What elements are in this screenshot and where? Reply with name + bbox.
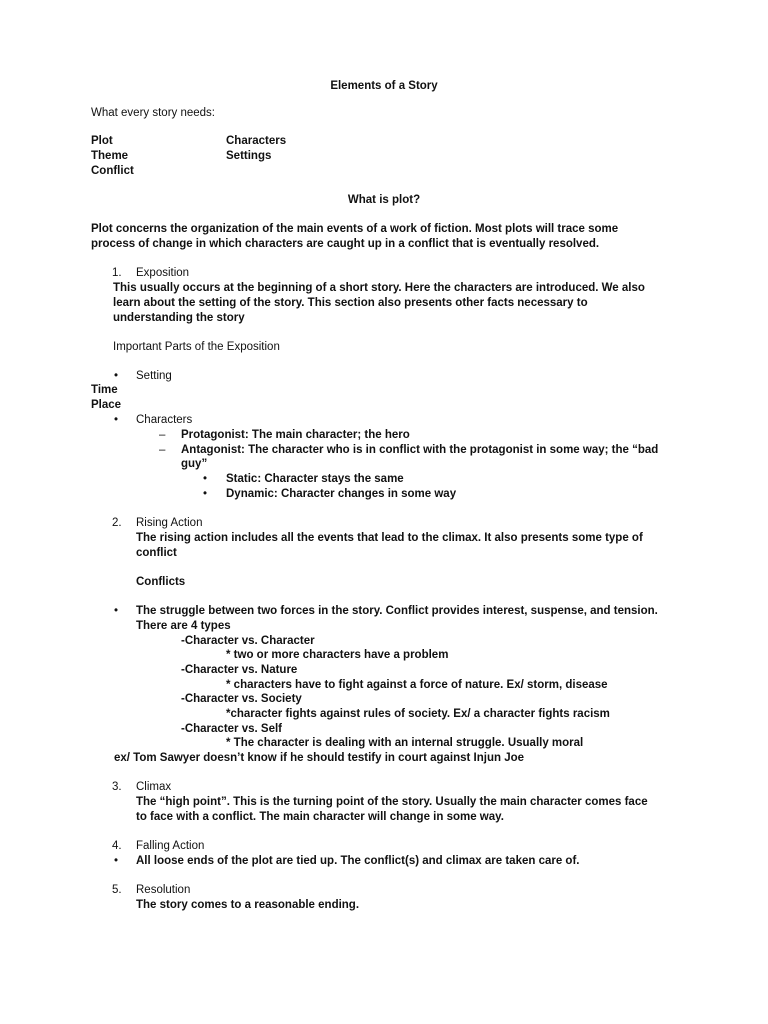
dash-icon: – xyxy=(159,429,166,441)
falling-heading: Falling Action xyxy=(136,840,205,852)
bullet-icon: • xyxy=(203,488,208,500)
dynamic-item: Dynamic: Character changes in some way xyxy=(226,488,457,500)
setting-time: Time xyxy=(91,384,118,396)
need-characters: Characters xyxy=(226,135,287,147)
rising-heading: Rising Action xyxy=(136,517,203,529)
conflict-type: -Character vs. Nature xyxy=(181,664,298,676)
plot-paragraph-line: process of change in which characters are caught up in a conflict that is eventually resolved. xyxy=(91,238,600,250)
struggle-line: The struggle between two forces in the story. Conflict provides interest, suspense, and tension. xyxy=(136,605,658,617)
resolution-body: The story comes to a reasonable ending. xyxy=(136,899,360,911)
intro-text: What every story needs: xyxy=(91,107,215,119)
falling-body: All loose ends of the plot are tied up. The conflict(s) and climax are taken care of. xyxy=(136,855,580,867)
resolution-number: 5. xyxy=(112,884,122,896)
bullet-icon: • xyxy=(114,855,119,867)
rising-number: 2. xyxy=(112,517,122,529)
rising-body-line: The rising action includes all the events that lead to the climax. It also presents some type of xyxy=(136,532,643,544)
setting-item: Setting xyxy=(136,370,172,382)
bullet-icon: • xyxy=(114,414,119,426)
conflict-example: ex/ Tom Sawyer doesn’t know if he should testify in court against Injun Joe xyxy=(114,752,525,764)
exposition-parts-heading: Important Parts of the Exposition xyxy=(113,341,280,353)
climax-body-line: to face with a conflict. The main character will change in some way. xyxy=(136,811,504,823)
plot-heading: What is plot? xyxy=(347,194,421,206)
exposition-heading: Exposition xyxy=(136,267,190,279)
conflict-type: -Character vs. Character xyxy=(181,635,315,647)
document-title: Elements of a Story xyxy=(330,80,438,92)
climax-body-line: The “high point”. This is the turning point of the story. Usually the main character comes face xyxy=(136,796,648,808)
conflict-type: -Character vs. Society xyxy=(181,693,302,705)
protagonist-item: Protagonist: The main character; the hero xyxy=(181,429,410,441)
antagonist-item: Antagonist: The character who is in conflict with the protagonist in some way; the “bad xyxy=(181,444,659,456)
exposition-number: 1. xyxy=(112,267,122,279)
conflict-type: -Character vs. Self xyxy=(181,723,282,735)
climax-number: 3. xyxy=(112,781,122,793)
need-plot: Plot xyxy=(91,135,113,147)
exposition-body-line: learn about the setting of the story. This section also presents other facts necessary to xyxy=(113,297,588,309)
need-conflict: Conflict xyxy=(91,165,134,177)
plot-paragraph-line: Plot concerns the organization of the main events of a work of fiction. Most plots will trace some xyxy=(91,223,619,235)
struggle-line: There are 4 types xyxy=(136,620,231,632)
dash-icon: – xyxy=(159,444,166,456)
bullet-icon: • xyxy=(114,370,119,382)
conflict-type-detail: *character fights against rules of society. Ex/ a character fights racism xyxy=(226,708,610,720)
climax-heading: Climax xyxy=(136,781,172,793)
bullet-icon: • xyxy=(203,473,208,485)
exposition-body-line: This usually occurs at the beginning of a short story. Here the characters are introduced. We also xyxy=(113,282,645,294)
need-settings: Settings xyxy=(226,150,272,162)
falling-number: 4. xyxy=(112,840,122,852)
resolution-heading: Resolution xyxy=(136,884,191,896)
conflict-type-detail: * two or more characters have a problem xyxy=(226,649,449,661)
exposition-body-line: understanding the story xyxy=(113,312,245,324)
characters-item: Characters xyxy=(136,414,193,426)
need-theme: Theme xyxy=(91,150,129,162)
setting-place: Place xyxy=(91,399,122,411)
conflict-type-detail: * characters have to fight against a force of nature. Ex/ storm, disease xyxy=(226,679,608,691)
conflicts-heading: Conflicts xyxy=(136,576,186,588)
conflict-type-detail: * The character is dealing with an internal struggle. Usually moral xyxy=(226,737,584,749)
static-item: Static: Character stays the same xyxy=(226,473,404,485)
rising-body-line: conflict xyxy=(136,547,177,559)
bullet-icon: • xyxy=(114,605,119,617)
antagonist-item-continued: guy” xyxy=(181,458,208,470)
